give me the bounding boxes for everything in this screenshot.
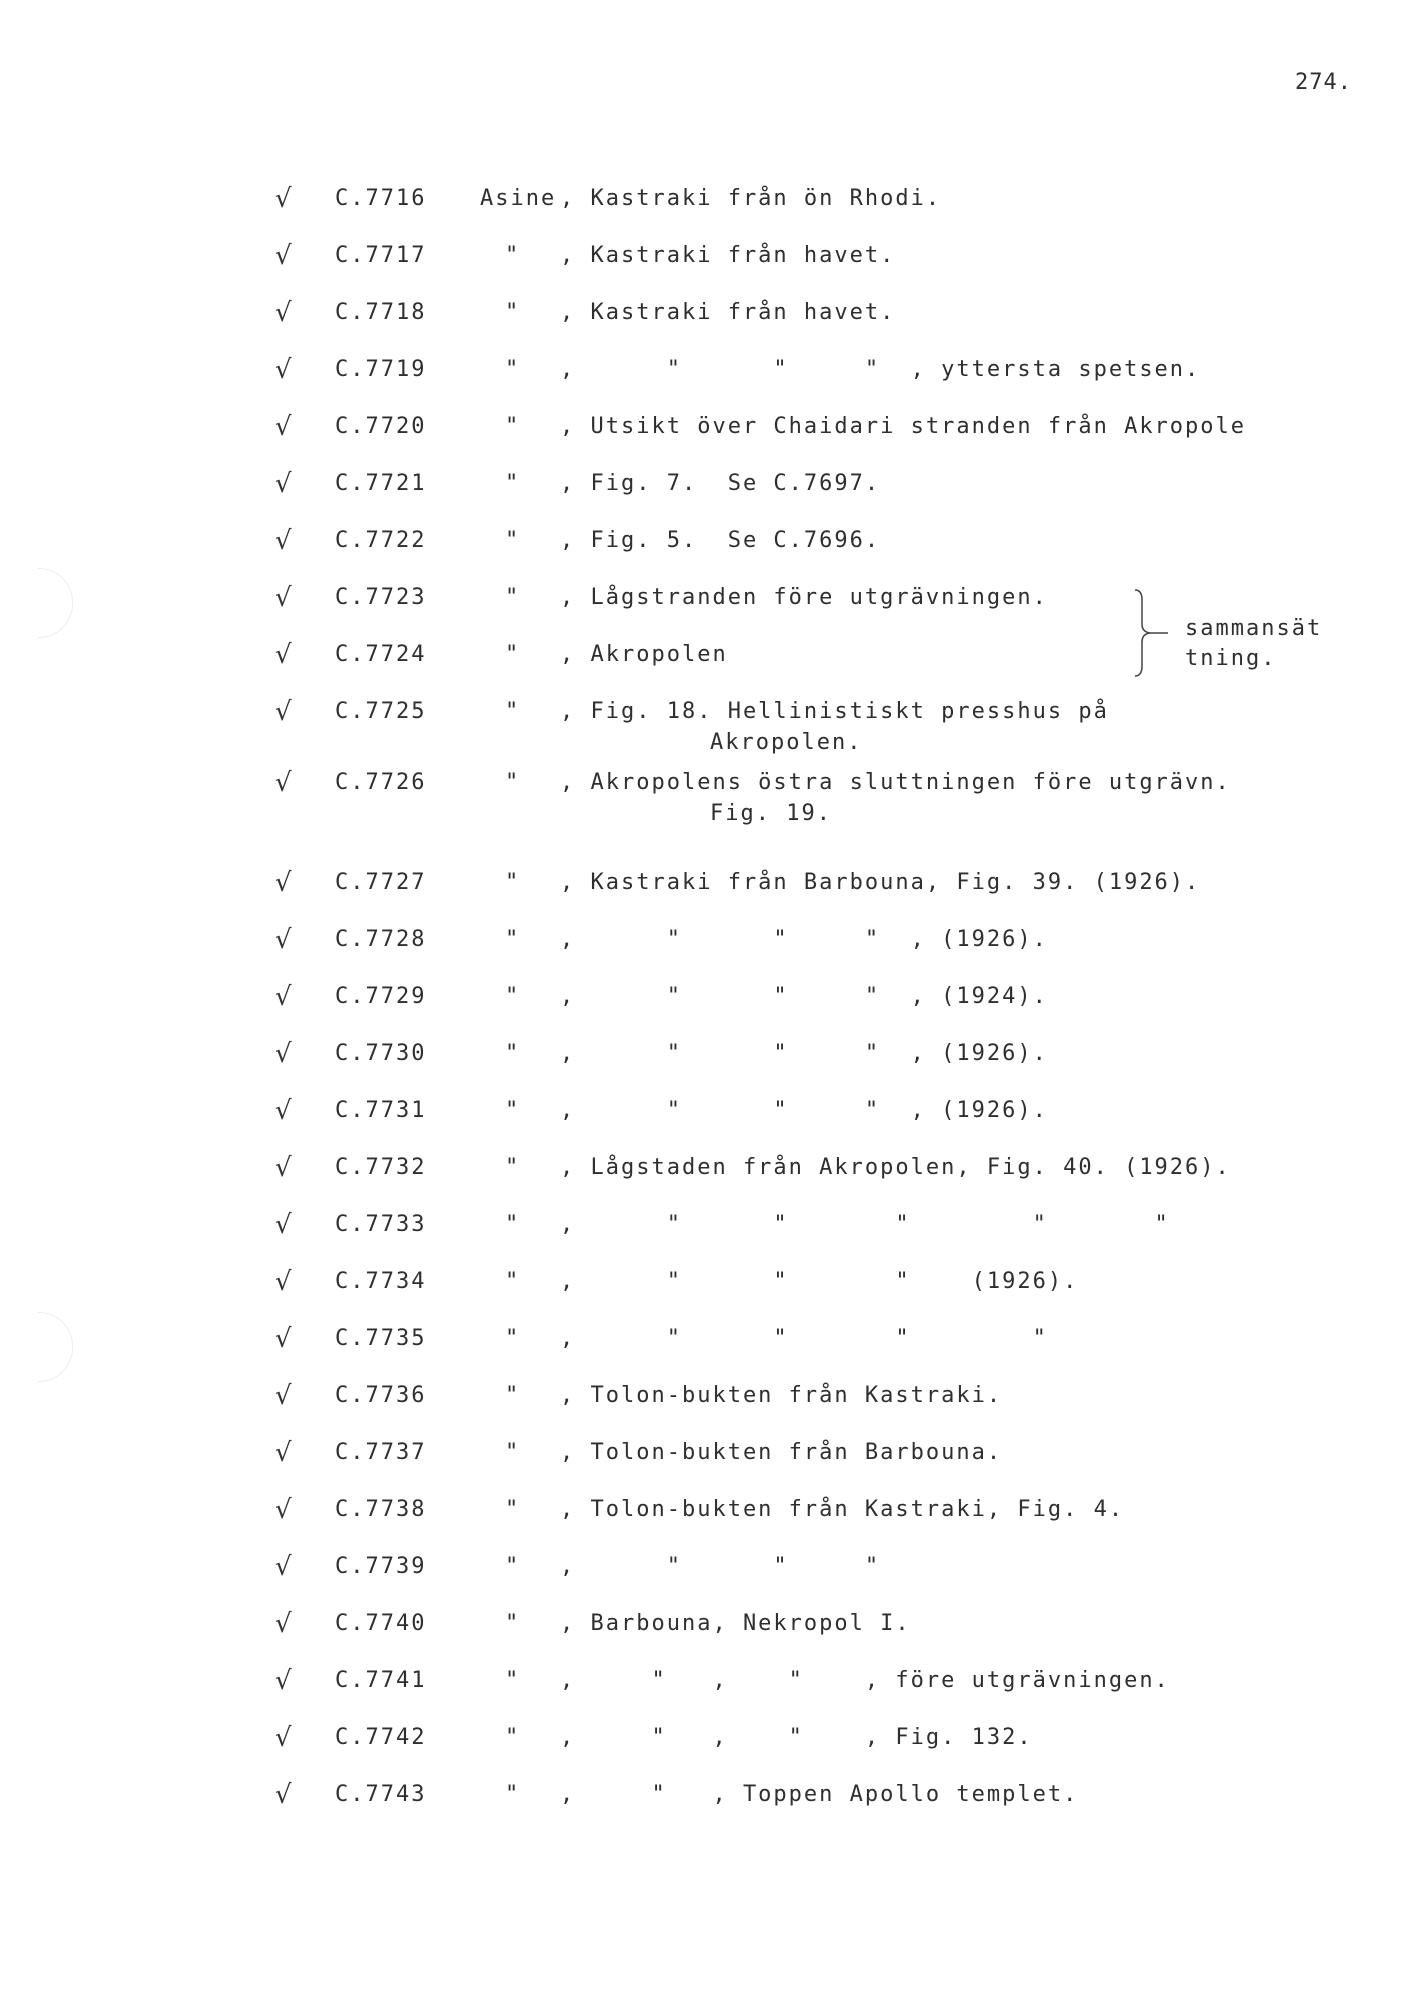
entry-text-line: , Kastraki från ön Rhodi. — [560, 186, 942, 211]
entry-row — [0, 471, 1414, 501]
ditto-mark: " — [505, 471, 521, 496]
entry-code: C.7724 — [335, 642, 427, 667]
ditto-mark: " — [505, 243, 521, 268]
entry-text — [560, 927, 1048, 952]
check-mark: √ — [275, 184, 294, 214]
entry-code: C.7742 — [335, 1725, 427, 1750]
margin-note-line: tning. — [1185, 646, 1277, 671]
entry-row — [0, 1155, 1414, 1185]
ditto-mark: " — [505, 1041, 521, 1066]
entry-text-line: , " " " — [560, 1554, 881, 1579]
check-mark: √ — [275, 1324, 294, 1354]
ditto-mark: " — [505, 1098, 521, 1123]
ditto-mark: " — [505, 300, 521, 325]
ditto-mark: " — [505, 1611, 521, 1636]
entry-code: C.7743 — [335, 1782, 427, 1807]
entry-row — [0, 1554, 1414, 1584]
entry-code: C.7733 — [335, 1212, 427, 1237]
entry-row — [0, 357, 1414, 387]
ditto-mark: " — [505, 1668, 521, 1693]
entry-text — [560, 186, 941, 211]
ditto-mark: " — [505, 927, 521, 952]
ditto-mark: " — [505, 1326, 521, 1351]
entry-text — [560, 699, 1109, 755]
entry-text — [560, 1725, 1033, 1750]
ditto-mark: " — [505, 870, 521, 895]
check-mark: √ — [275, 1381, 294, 1411]
check-mark: √ — [275, 1267, 294, 1297]
entry-code: C.7729 — [335, 984, 427, 1009]
entry-row — [0, 927, 1414, 957]
entry-text-line: , Lågstaden från Akropolen, Fig. 40. (1926). — [560, 1155, 1231, 1180]
entry-code: C.7719 — [335, 357, 427, 382]
entry-text-line: , Fig. 18. Hellinistiskt presshus på — [560, 699, 1109, 724]
entry-code: C.7728 — [335, 927, 427, 952]
entry-text — [560, 300, 895, 325]
entry-text — [560, 1497, 1124, 1522]
entry-text — [560, 1269, 1078, 1294]
entry-row — [0, 1782, 1414, 1812]
entry-row — [0, 1497, 1414, 1527]
entry-text — [560, 1098, 1048, 1123]
entry-text-line: , Kastraki från havet. — [560, 243, 896, 268]
entry-text-line: , Barbouna, Nekropol I. — [560, 1611, 911, 1636]
entry-code: C.7731 — [335, 1098, 427, 1123]
entry-code: C.7720 — [335, 414, 427, 439]
ditto-mark: " — [505, 984, 521, 1009]
entry-text-line: , " " " , (1926). — [560, 1098, 1048, 1123]
entry-text — [560, 1155, 1231, 1180]
entry-code: C.7734 — [335, 1269, 427, 1294]
entry-text — [560, 585, 1048, 610]
entry-row — [0, 1041, 1414, 1071]
check-mark: √ — [275, 640, 294, 670]
entry-row — [0, 528, 1414, 558]
check-mark: √ — [275, 868, 294, 898]
entry-text-line: , " " " , yttersta spetsen. — [560, 357, 1201, 382]
entry-text-line: , " " " (1926). — [560, 1269, 1079, 1294]
entry-code: C.7740 — [335, 1611, 427, 1636]
entry-row — [0, 243, 1414, 273]
entry-text-line: , " " " " — [560, 1326, 1048, 1351]
ditto-mark: " — [505, 1440, 521, 1465]
check-mark: √ — [275, 526, 294, 556]
entry-text — [560, 1383, 1002, 1408]
entry-text-line: , Kastraki från Barbouna, Fig. 39. (1926). — [560, 870, 1201, 895]
entry-text-line: , " " " , (1924). — [560, 984, 1048, 1009]
entry-text — [560, 984, 1048, 1009]
entry-text — [560, 1212, 1170, 1237]
entry-place: Asine — [480, 186, 557, 211]
entry-text-line: , Fig. 7. Se C.7697. — [560, 471, 881, 496]
entry-row — [0, 768, 1414, 826]
check-mark: √ — [275, 355, 294, 385]
check-mark: √ — [275, 412, 294, 442]
entry-row — [0, 300, 1414, 330]
ditto-mark: " — [505, 414, 521, 439]
entry-row — [0, 1269, 1414, 1299]
entry-text-line: , Akropolen — [560, 642, 728, 667]
check-mark: √ — [275, 1609, 294, 1639]
entry-code: C.7736 — [335, 1383, 427, 1408]
check-mark: √ — [275, 768, 294, 798]
entry-code: C.7727 — [335, 870, 427, 895]
entry-text-line: , Lågstranden före utgrävningen. — [560, 585, 1048, 610]
entry-row — [0, 1326, 1414, 1356]
check-mark: √ — [275, 1666, 294, 1696]
ditto-mark: " — [505, 1782, 521, 1807]
ditto-mark: " — [505, 1155, 521, 1180]
entry-row — [0, 1212, 1414, 1242]
entry-text — [560, 1440, 1002, 1465]
entry-text — [560, 357, 1200, 382]
entry-text-line: , " , Toppen Apollo templet. — [560, 1782, 1079, 1807]
entry-text-line: , " , " , Fig. 132. — [560, 1725, 1033, 1750]
entry-row — [0, 1098, 1414, 1128]
entry-row — [0, 870, 1414, 900]
entry-code: C.7730 — [335, 1041, 427, 1066]
entry-text — [560, 1668, 1170, 1693]
bracket-mark — [1130, 588, 1170, 678]
entry-row — [0, 585, 1414, 615]
entry-text — [560, 642, 728, 667]
ditto-mark: " — [505, 1725, 521, 1750]
entry-code: C.7726 — [335, 770, 427, 795]
entry-row — [0, 1725, 1414, 1755]
check-mark: √ — [275, 1153, 294, 1183]
page-number: 274. — [1295, 70, 1352, 95]
entry-text — [560, 1611, 911, 1636]
margin-note-line: sammansät — [1185, 616, 1323, 641]
entry-text-line: , Tolon-bukten från Kastraki, Fig. 4. — [560, 1497, 1125, 1522]
entry-row — [0, 1668, 1414, 1698]
entry-row — [0, 697, 1414, 755]
ditto-mark: " — [505, 1269, 521, 1294]
entry-code: C.7725 — [335, 699, 427, 724]
check-mark: √ — [275, 1096, 294, 1126]
entry-code: C.7738 — [335, 1497, 427, 1522]
check-mark: √ — [275, 583, 294, 613]
check-mark: √ — [275, 241, 294, 271]
ditto-mark: " — [505, 528, 521, 553]
entry-code: C.7718 — [335, 300, 427, 325]
entry-text-line: , Tolon-bukten från Barbouna. — [560, 1440, 1003, 1465]
entry-text — [560, 243, 895, 268]
ditto-mark: " — [505, 699, 521, 724]
entry-row — [0, 186, 1414, 216]
entry-text — [560, 1554, 880, 1579]
check-mark: √ — [275, 1495, 294, 1525]
check-mark: √ — [275, 1210, 294, 1240]
entry-code: C.7723 — [335, 585, 427, 610]
entry-text-line: , Tolon-bukten från Kastraki. — [560, 1383, 1003, 1408]
entry-code: C.7739 — [335, 1554, 427, 1579]
check-mark: √ — [275, 469, 294, 499]
entry-row — [0, 414, 1414, 444]
entry-text-continuation: Fig. 19. — [710, 801, 832, 826]
entry-text-line: , " " " " " — [560, 1212, 1170, 1237]
check-mark: √ — [275, 1552, 294, 1582]
ditto-mark: " — [505, 1497, 521, 1522]
entry-text-line: , Utsikt över Chaidari stranden från Akropole — [560, 414, 1247, 439]
check-mark: √ — [275, 1438, 294, 1468]
check-mark: √ — [275, 1780, 294, 1810]
check-mark: √ — [275, 298, 294, 328]
entry-text-line: , " , " , före utgrävningen. — [560, 1668, 1170, 1693]
entry-text — [560, 528, 880, 553]
entry-text — [560, 471, 880, 496]
check-mark: √ — [275, 697, 294, 727]
ditto-mark: " — [505, 357, 521, 382]
margin-note — [1185, 614, 1322, 674]
entry-row — [0, 1611, 1414, 1641]
entry-row — [0, 984, 1414, 1014]
entry-text — [560, 770, 1231, 826]
ditto-mark: " — [505, 642, 521, 667]
entry-code: C.7732 — [335, 1155, 427, 1180]
entry-text — [560, 1041, 1048, 1066]
entry-row — [0, 1440, 1414, 1470]
entry-code: C.7722 — [335, 528, 427, 553]
check-mark: √ — [275, 1723, 294, 1753]
entry-code: C.7741 — [335, 1668, 427, 1693]
check-mark: √ — [275, 925, 294, 955]
entry-text-continuation: Akropolen. — [710, 730, 863, 755]
entry-code: C.7716 — [335, 186, 427, 211]
entry-text — [560, 1782, 1078, 1807]
ditto-mark: " — [505, 770, 521, 795]
entry-text-line: , Akropolens östra sluttningen före utgrävn. — [560, 770, 1231, 795]
ditto-mark: " — [505, 1212, 521, 1237]
entry-row — [0, 1383, 1414, 1413]
ditto-mark: " — [505, 1554, 521, 1579]
entry-code: C.7717 — [335, 243, 427, 268]
entry-text-line: , Fig. 5. Se C.7696. — [560, 528, 881, 553]
entry-text-line: , " " " , (1926). — [560, 1041, 1048, 1066]
ditto-mark: " — [505, 1383, 521, 1408]
ditto-mark: " — [505, 585, 521, 610]
entry-text — [560, 1326, 1048, 1351]
entry-code: C.7721 — [335, 471, 427, 496]
entry-text — [560, 870, 1200, 895]
entry-text — [560, 414, 1246, 439]
entry-code: C.7737 — [335, 1440, 427, 1465]
entry-text-line: , " " " , (1926). — [560, 927, 1048, 952]
check-mark: √ — [275, 982, 294, 1012]
entry-text-line: , Kastraki från havet. — [560, 300, 896, 325]
check-mark: √ — [275, 1039, 294, 1069]
entry-code: C.7735 — [335, 1326, 427, 1351]
